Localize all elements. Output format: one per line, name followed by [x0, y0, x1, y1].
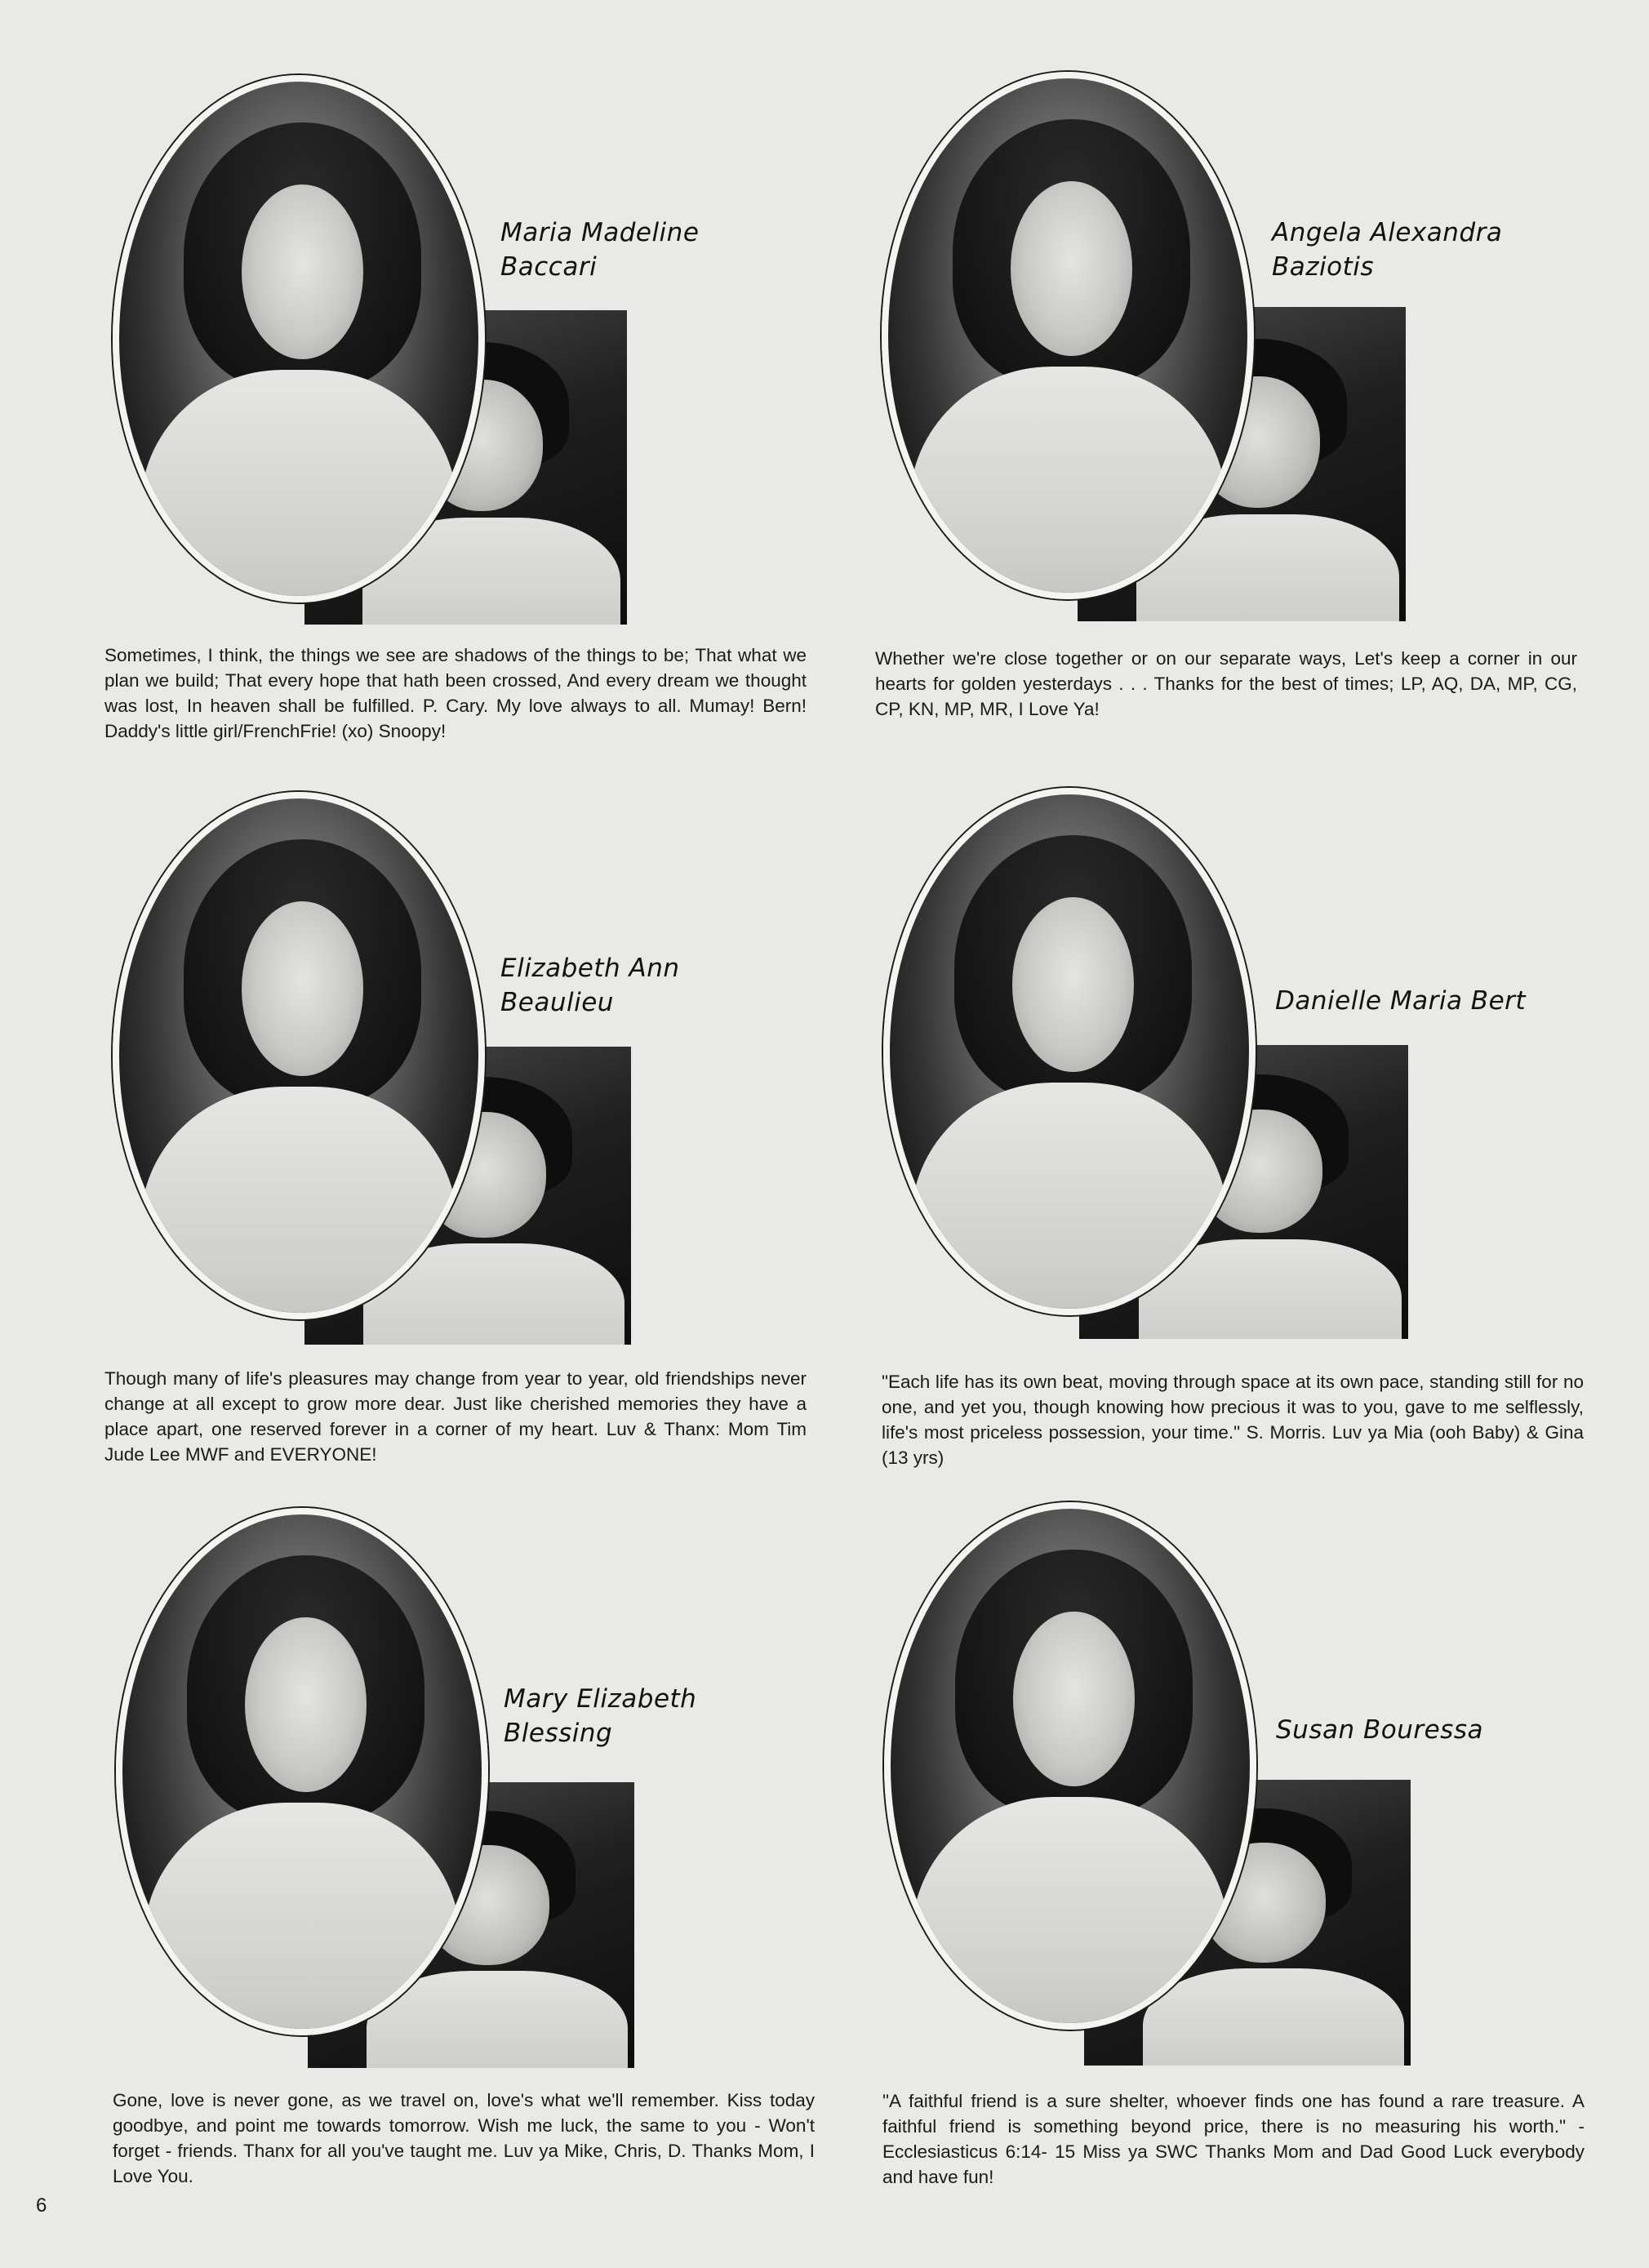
student-quote: Though many of life's pleasures may change from year to year, old friendships never change at all except to grow more dear. Just like cherished memories they have a place apart, one reserved forever in a corner of my heart. Luv & Thanx: Mom Tim Jude Lee MWF and EVERYONE!	[104, 1368, 807, 1465]
portrait-photo	[884, 1502, 1256, 2030]
senior-entry-maria-baccari	[104, 75, 831, 785]
student-quote: "Each life has its own beat, moving through space at its own pace, standing still for no one, and yet you, though knowing how precious it was to you, gave to me selflessly, life's most priceless possession, your time." S. Morris. Luv ya Mia (ooh Baby) & Gina (13 yrs)	[882, 1372, 1584, 1468]
senior-entry-susan-bouressa	[884, 1502, 1602, 2212]
student-quote: "A faithful friend is a sure shelter, whoever finds one has found a rare treasure. A faithful friend is something beyond price, there is no measuring his worth." - Ecclesiasticus 6:14- 15 Miss ya SWC Thanks Mom and Dad Good Luck everybody and have fun!	[882, 2091, 1585, 2187]
portrait-photo	[883, 788, 1256, 1315]
portrait-photo	[113, 792, 485, 1319]
student-quote: Gone, love is never gone, as we travel on, love's what we'll remember. Kiss today goodbye, and point me towards tomorrow. Wish me luck, the same to you - Won't forget - friends. Thanx for all you've taught me. Luv ya Mike, Chris, D. Thanks Mom, I Love You.	[113, 2090, 815, 2186]
portrait-photo	[116, 1508, 488, 2035]
page-number: 6	[36, 2195, 47, 2217]
portrait-photo	[882, 72, 1254, 599]
student-name: Maria Madeline Baccari	[500, 218, 700, 282]
student-name: Elizabeth Ann Beaulieu	[500, 954, 680, 1017]
student-name: Angela Alexandra Baziotis	[1272, 218, 1503, 282]
student-name: Danielle Maria Bert	[1275, 986, 1527, 1016]
senior-entry-danielle-bert	[883, 788, 1602, 1498]
senior-entry-angela-baziotis	[875, 72, 1600, 782]
senior-entry-mary-blessing	[113, 1508, 834, 2218]
student-name: Mary Elizabeth Blessing	[504, 1684, 697, 1748]
student-name: Susan Bouressa	[1276, 1715, 1483, 1745]
student-quote: Whether we're close together or on our separate ways, Let's keep a corner in our hearts for golden yesterdays . . . Thanks for the best of times; LP, AQ, DA, MP, CG, CP, KN, MP, MR, I Love Ya!	[875, 648, 1577, 719]
portrait-photo	[113, 75, 485, 603]
student-quote: Sometimes, I think, the things we see are shadows of the things to be; That what we plan we build; That every hope that hath been crossed, And every dream we thought was lost, In heaven shall be fulfilled. P. Cary. My love always to all. Mumay! Bern! Daddy's little girl/FrenchFrie! (xo) Snoopy!	[104, 645, 807, 741]
senior-entry-elizabeth-beaulieu	[104, 792, 831, 1502]
